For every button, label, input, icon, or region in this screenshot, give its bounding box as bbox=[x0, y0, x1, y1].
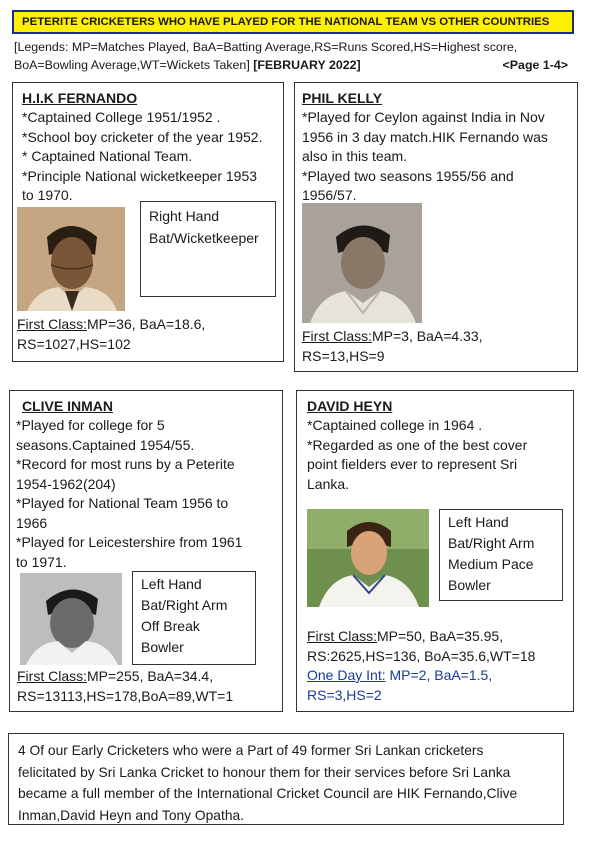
player-card-heyn bbox=[296, 390, 574, 712]
bio-line: to 1970. bbox=[22, 187, 73, 203]
player-name: PHIL KELLY bbox=[302, 90, 383, 106]
role-line: Medium Pace bbox=[448, 556, 534, 572]
legend bbox=[14, 38, 590, 74]
role-line: Left Hand bbox=[448, 514, 509, 530]
bio-line: seasons.Captained 1954/55. bbox=[16, 436, 195, 453]
bio-line: also in this team. bbox=[302, 148, 408, 164]
bio-line: *Played for Ceylon against India in Nov bbox=[302, 109, 545, 125]
page-title-banner bbox=[12, 10, 574, 34]
first-class-label: First Class: bbox=[17, 316, 87, 332]
bio-line: *Principle National wicketkeeper 1953 bbox=[22, 167, 258, 184]
page-title: PETERITE CRICKETERS WHO HAVE PLAYED FOR THE NATIONAL TEAM VS OTHER COUNTRIES bbox=[22, 16, 550, 28]
player-card-inman bbox=[9, 390, 283, 712]
page-number: <Page 1-4> bbox=[502, 58, 568, 72]
bio-line: *Played two seasons 1955/56 and bbox=[302, 167, 514, 184]
first-class-stats: First Class:MP=50, BaA=35.95, RS:2625,HS=136, BoA=35.6,WT=18 One Day Int: MP=2, BaA=1.5, RS=3,HS=2 bbox=[307, 628, 536, 703]
bio-line: *Record for most runs by a Peterite bbox=[16, 456, 235, 472]
first-class-label: First Class: bbox=[17, 668, 87, 684]
bio-line: *Captained College 1951/1952 . bbox=[22, 109, 221, 125]
bio-line: Lanka. bbox=[307, 475, 350, 492]
bio-line: 1956 in 3 day match.HIK Fernando was bbox=[302, 128, 548, 145]
legend-line-2: BoA=Bowling Average,WT=Wickets Taken] [FEBRUARY 2022] bbox=[14, 58, 361, 72]
first-class-stats: First Class:MP=3, BaA=4.33, RS=13,HS=9 bbox=[302, 328, 483, 364]
bio-line: to 1971. bbox=[16, 553, 67, 570]
bio-line: 1956/57. bbox=[302, 187, 357, 203]
bio-line: * Captained National Team. bbox=[22, 148, 193, 164]
bio-line: *Played for Leicestershire from 1961 bbox=[16, 534, 243, 550]
role-line: Left Hand bbox=[141, 576, 202, 592]
bio-line: *School boy cricketer of the year 1952. bbox=[22, 128, 263, 145]
first-class-label: First Class: bbox=[307, 628, 377, 644]
bio-line: *Captained college in 1964 . bbox=[307, 417, 483, 433]
player-photo bbox=[20, 573, 122, 665]
role-line: Bowler bbox=[448, 577, 491, 593]
legend-line-1: [Legends: MP=Matches Played, BaA=Batting Average,RS=Runs Scored,HS=Highest score, bbox=[14, 40, 518, 54]
bio-line: 1954-1962(204) bbox=[16, 475, 116, 492]
bio-line: 1966 bbox=[16, 514, 48, 531]
player-card-fernando bbox=[12, 82, 284, 362]
bio-line: point fielders ever to represent Sri bbox=[307, 456, 518, 472]
bio-line: *Regarded as one of the best cover bbox=[307, 436, 528, 453]
player-photo bbox=[302, 203, 422, 323]
role-line: Bat/Right Arm bbox=[141, 597, 228, 613]
first-class-stats: First Class:MP=255, BaA=34.4, RS=13113,HS=178,BoA=89,WT=1 bbox=[17, 668, 234, 704]
player-name: DAVID HEYN bbox=[307, 398, 393, 414]
odi-label: One Day Int: bbox=[307, 667, 386, 683]
footer-line: Inman,David Heyn and Tony Opatha. bbox=[18, 807, 244, 823]
player-card-kelly bbox=[294, 82, 578, 372]
footer-line: 4 Of our Early Cricketers who were a Part of 49 former Sri Lankan cricketers bbox=[18, 743, 484, 758]
player-name: CLIVE INMAN bbox=[22, 398, 113, 414]
role-box bbox=[132, 571, 256, 665]
role-line: Off Break bbox=[141, 618, 200, 634]
role-line: Right Hand bbox=[149, 208, 220, 224]
role-box bbox=[439, 509, 563, 601]
role-box bbox=[140, 201, 276, 297]
player-name: H.I.K FERNANDO bbox=[22, 90, 138, 106]
odi-stats: One Day Int: MP=2, BaA=1.5, bbox=[307, 667, 493, 683]
player-photo bbox=[307, 509, 429, 607]
first-class-label: First Class: bbox=[302, 328, 372, 344]
footer-note bbox=[8, 733, 564, 825]
player-photo bbox=[17, 207, 125, 311]
first-class-stats: First Class:MP=36, BaA=18.6, RS=1027,HS=102 bbox=[17, 316, 206, 352]
role-line: Bowler bbox=[141, 639, 184, 655]
footer-line: felicitated by Sri Lanka Cricket to honour them for their services before Sri Lanka bbox=[18, 764, 511, 780]
bio-line: *Played for National Team 1956 to bbox=[16, 495, 229, 511]
bio-line: *Played for college for 5 bbox=[16, 417, 165, 433]
role-line: Bat/Right Arm bbox=[448, 535, 535, 551]
footer-line: became a full member of the International Cricket Council are HIK Fernando,Clive bbox=[18, 786, 518, 801]
date-label: [FEBRUARY 2022] bbox=[253, 58, 361, 72]
role-line: Bat/Wicketkeeper bbox=[149, 229, 259, 246]
